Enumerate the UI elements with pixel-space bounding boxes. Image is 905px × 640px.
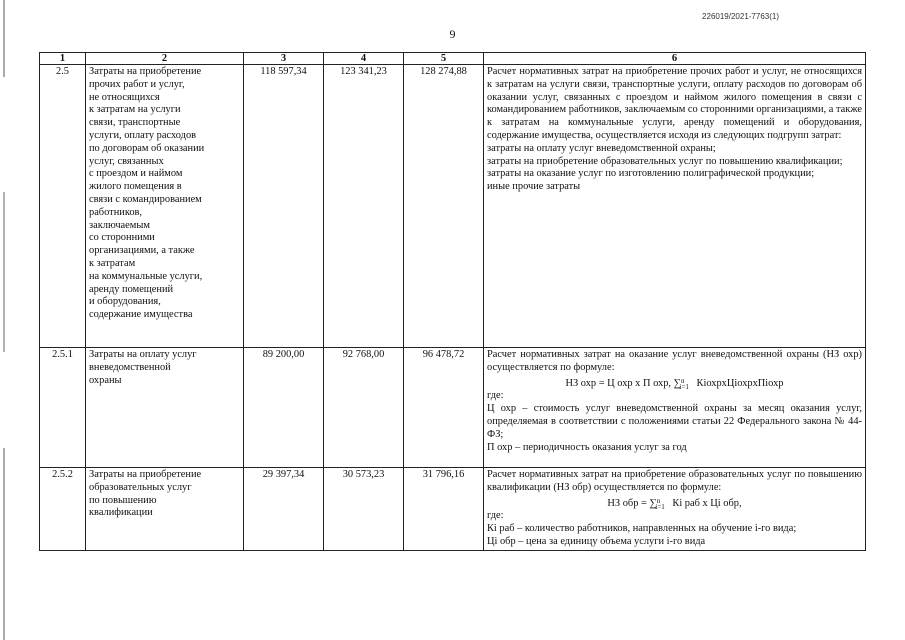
formula-right: Кi раб х Цi обр, bbox=[669, 497, 742, 509]
header-col-5: 5 bbox=[404, 53, 484, 65]
definition: Цi обр – цена за единицу объема услуги i-го вида bbox=[487, 535, 706, 547]
table-row bbox=[40, 348, 866, 468]
header-col-4: 4 bbox=[324, 53, 404, 65]
description-intro: Расчет нормативных затрат на оказание услуг вневедомственной охраны (НЗ охр) осуществляется по формуле: bbox=[487, 349, 862, 373]
name-line: заключаемым bbox=[89, 219, 150, 231]
name-line: работников, bbox=[89, 206, 143, 218]
sum-upper-limit: n bbox=[656, 496, 661, 505]
name-line: аренду помещений bbox=[89, 283, 174, 295]
name-line: услуг, связанных bbox=[89, 155, 164, 167]
name-line: со сторонними bbox=[89, 232, 155, 244]
row-code: 2.5.1 bbox=[40, 348, 86, 468]
header-col-2: 2 bbox=[86, 53, 244, 65]
value-col-3: 29 397,34 bbox=[244, 468, 324, 551]
sum-lower-limit: i=1 bbox=[679, 382, 689, 391]
description-item: затраты на оплату услуг вневедомственной охраны; bbox=[487, 142, 716, 154]
row-code: 2.5.2 bbox=[40, 468, 86, 551]
sum-icon: ∑ bbox=[673, 377, 682, 389]
value-col-5: 96 478,72 bbox=[404, 348, 484, 468]
row-name bbox=[86, 65, 244, 348]
name-line: Затраты на оплату услуг bbox=[89, 349, 197, 360]
page-number: 9 bbox=[449, 27, 456, 41]
name-line: и оборудования, bbox=[89, 296, 161, 308]
name-line: по договорам об оказании bbox=[89, 142, 205, 154]
description-item: иные прочие затраты bbox=[487, 181, 581, 193]
name-line: на коммунальные услуги, bbox=[89, 270, 203, 282]
name-line: не относящихся bbox=[89, 91, 160, 103]
description-paragraph: Расчет нормативных затрат на приобретение прочих работ и услуг, не относящихся к затратам на услуги связи, транспортные услуги, оплату расходов по договорам об оказании услуг, связанных с проездом и наймом жилого помещения в связи с командированием работников, заключаемым со сторонними организациями, а также к затратам на коммунальные услуги, аренду помещений и оборудования, содержание имущества, осуществляется исходя из следующих подгрупп затрат: bbox=[487, 66, 862, 141]
table-row bbox=[40, 468, 866, 551]
sum-icon: ∑ bbox=[649, 497, 657, 509]
description-item: затраты на оказание услуг по изготовлению полиграфической продукции; bbox=[487, 168, 815, 180]
definition: Ц охр – стоимость услуг вневедомственной охраны за месяц оказания услуг, определяемая в соответствии с положениями статьи 22 Федерального закона № 44-ФЗ; bbox=[487, 403, 862, 440]
name-line: Затраты на приобретение bbox=[89, 66, 202, 77]
value-col-4: 123 341,23 bbox=[324, 65, 404, 348]
description-item: затраты на приобретение образовательных услуг по повышению квалификации; bbox=[487, 155, 843, 167]
value-col-3: 89 200,00 bbox=[244, 348, 324, 468]
where-label: где: bbox=[487, 390, 504, 402]
cost-table bbox=[39, 52, 866, 551]
sum-upper-limit: n bbox=[681, 376, 685, 385]
name-line: вневедомственной bbox=[89, 361, 171, 373]
description-intro: Расчет нормативных затрат на приобретение образовательных услуг по повышению квалификации (НЗ обр) осуществляется по формуле: bbox=[487, 469, 862, 493]
name-line: связи с командированием bbox=[89, 193, 202, 205]
row-description bbox=[484, 468, 866, 551]
definition: Кi раб – количество работников, направленных на обучение i-го вида; bbox=[487, 523, 797, 535]
value-col-4: 30 573,23 bbox=[324, 468, 404, 551]
row-description bbox=[484, 348, 866, 468]
table-row bbox=[40, 65, 866, 348]
formula-left: НЗ обр = bbox=[607, 497, 650, 509]
name-line: организациями, а также bbox=[89, 245, 195, 257]
where-label: где: bbox=[487, 510, 504, 522]
row-name bbox=[86, 468, 244, 551]
value-col-3: 118 597,34 bbox=[244, 65, 324, 348]
row-description bbox=[484, 65, 866, 348]
name-line: с проездом и наймом bbox=[89, 168, 183, 180]
sum-limits bbox=[680, 377, 689, 391]
row-name bbox=[86, 348, 244, 468]
formula-right: КiохрхЦiохрхПiохр bbox=[693, 377, 784, 389]
value-col-4: 92 768,00 bbox=[324, 348, 404, 468]
name-line: охраны bbox=[89, 374, 122, 386]
name-line: образовательных услуг bbox=[89, 481, 192, 493]
header-col-6: 6 bbox=[484, 53, 866, 65]
name-line: к затратам на услуги bbox=[89, 104, 181, 116]
name-line: по повышению bbox=[89, 494, 157, 506]
name-line: содержание имущества bbox=[89, 309, 193, 321]
definition: П охр – периодичность оказания услуг за год bbox=[487, 441, 687, 453]
formula bbox=[487, 375, 862, 391]
formula bbox=[487, 495, 862, 511]
name-line: прочих работ и услуг, bbox=[89, 78, 185, 90]
scan-edge bbox=[3, 0, 5, 640]
sum-limits bbox=[655, 497, 664, 511]
name-line: к затратам bbox=[89, 257, 136, 269]
formula-left: НЗ охр = Ц охр х П охр, bbox=[565, 377, 674, 389]
value-col-5: 31 796,16 bbox=[404, 468, 484, 551]
header-col-3: 3 bbox=[244, 53, 324, 65]
name-line: квалификации bbox=[89, 507, 153, 519]
value-col-5: 128 274,88 bbox=[404, 65, 484, 348]
sum-lower-limit: i=1 bbox=[655, 502, 665, 511]
name-line: жилого помещения в bbox=[89, 181, 182, 193]
header-col-1: 1 bbox=[40, 53, 86, 65]
name-line: связи, транспортные bbox=[89, 117, 181, 129]
header-row bbox=[40, 53, 866, 65]
name-line: услуги, оплату расходов bbox=[89, 129, 197, 141]
row-code: 2.5 bbox=[40, 65, 86, 348]
document-id: 226019/2021-7763(1) bbox=[702, 12, 779, 21]
name-line: Затраты на приобретение bbox=[89, 469, 202, 480]
